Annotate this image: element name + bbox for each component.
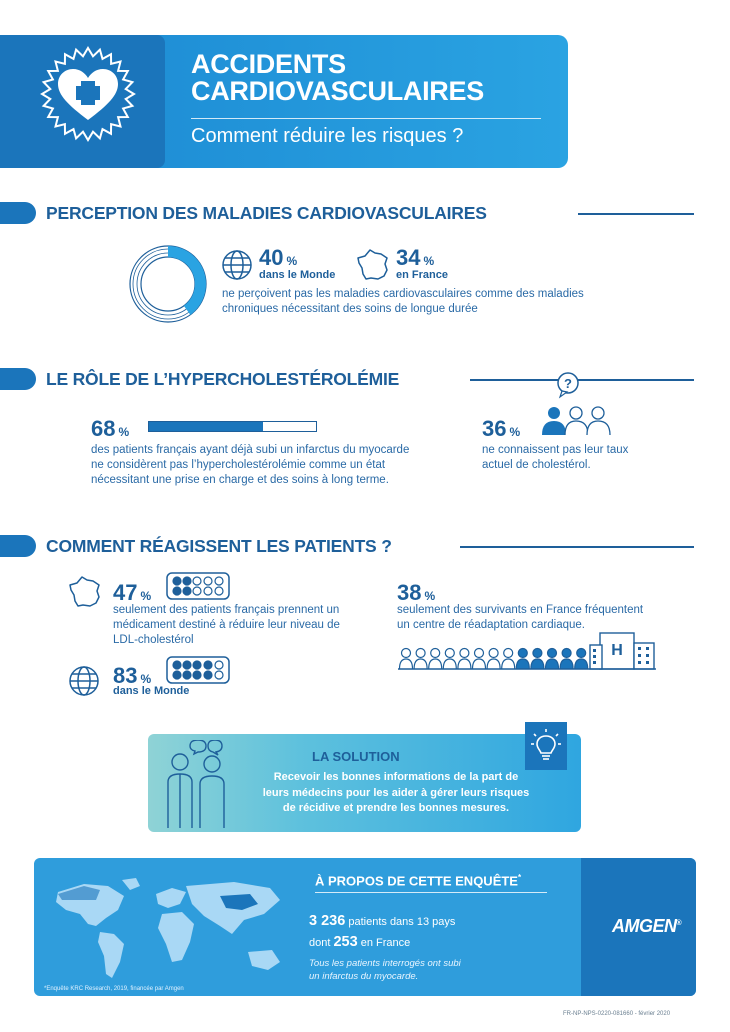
people-question-icon (538, 371, 614, 439)
person-body (473, 659, 486, 669)
stat-france-34 (396, 245, 434, 271)
text-line: ne considèrent pas l’hypercholestérolémie comme un état (91, 459, 386, 471)
stat-68 (91, 416, 129, 442)
stat-value: 83 (113, 663, 138, 688)
world-map-icon (44, 870, 299, 985)
person-body (546, 659, 559, 669)
section1-text (222, 287, 622, 317)
about-note (309, 957, 529, 983)
section-rule (460, 546, 694, 548)
people-row-hospital-icon (398, 627, 658, 671)
survey-footnote: *Enquête KRC Research, 2019, financée par Amgen (44, 986, 184, 992)
brand-mark: ® (676, 920, 682, 927)
brand-name: AMGEN (612, 916, 677, 936)
text-line: nécessitant une prise en charge et des soins à long terme. (91, 474, 389, 486)
stat-unit: % (424, 589, 436, 603)
brand-logo (612, 916, 681, 937)
heart-badge-icon (38, 42, 138, 142)
person-filled-icon (562, 649, 571, 658)
stat-value: 68 (91, 416, 116, 441)
section-tab (0, 535, 36, 557)
person-body (516, 659, 529, 669)
header-divider (191, 118, 541, 119)
person-outline-icon (460, 649, 469, 658)
person-body (400, 659, 413, 669)
stat-unit: % (140, 672, 152, 686)
stat-47-text (113, 603, 373, 648)
person-body (502, 659, 515, 669)
france-prefix: dont (309, 937, 331, 949)
about-title-mark: * (517, 873, 522, 882)
stat-value: 36 (482, 416, 507, 441)
france-map-icon (356, 248, 390, 282)
person-body (414, 659, 427, 669)
text-line: de récidive et prendre les bonnes mesures. (282, 802, 510, 814)
progress-fill (149, 422, 263, 431)
doctor-patient-icon (160, 740, 240, 830)
person-body (458, 659, 471, 669)
person-outline-icon (402, 649, 411, 658)
hospital-letter: H (611, 642, 623, 659)
stat-value: 40 (259, 245, 284, 270)
text-line: médicament destiné à réduire leur niveau de (113, 619, 340, 631)
about-title-text: À PROPOS DE CETTE ENQUÊTE (315, 873, 518, 889)
stat-value: 47 (113, 580, 138, 605)
globe-icon (221, 249, 253, 281)
person-body (429, 659, 442, 669)
pill-blister-icon (166, 656, 230, 684)
text-line: des patients français ayant déjà subi un infarctus du myocarde (91, 444, 410, 456)
stat-unit: % (140, 589, 152, 603)
person-outline-icon (489, 649, 498, 658)
stat-world-label: dans le Monde (259, 269, 336, 281)
section-rule (578, 213, 694, 215)
text-line: chroniques nécessitant des soins de longue durée (222, 303, 478, 315)
about-divider (315, 892, 547, 893)
stat-36-text (482, 443, 662, 473)
stat-83-label: dans le Monde (113, 685, 190, 697)
patients-text: patients dans 13 pays (348, 916, 456, 928)
section-title-reactions: COMMENT RÉAGISSENT LES PATIENTS ? (46, 536, 392, 556)
section-title-hypercholesterolemie: LE RÔLE DE L’HYPERCHOLESTÉROLÉMIE (46, 369, 400, 389)
stat-value: 34 (396, 245, 421, 270)
text-line: seulement des patients français prennent un (113, 604, 340, 616)
about-france (309, 934, 410, 950)
lightbulb-icon (530, 728, 562, 764)
progress-bar-68 (148, 421, 317, 432)
stat-68-text (91, 443, 441, 488)
patients-number: 3 236 (309, 913, 346, 929)
page-title (191, 51, 561, 105)
text-line: ne perçoivent pas les maladies cardiovasculaires comme des maladies (222, 288, 584, 300)
france-text: en France (360, 937, 411, 949)
person-body (531, 659, 544, 669)
stat-unit: % (423, 254, 435, 268)
person-outline-icon (475, 649, 484, 658)
person-outline-icon (416, 649, 425, 658)
person-outline-icon (445, 649, 454, 658)
person-filled-icon (533, 649, 542, 658)
stat-world-40 (259, 245, 297, 271)
person-body (443, 659, 456, 669)
page-subtitle: Comment réduire les risques ? (191, 125, 464, 147)
section-title-perception: PERCEPTION DES MALADIES CARDIOVASCULAIRES (46, 203, 487, 223)
stat-france-label: en France (396, 269, 448, 281)
solution-title: LA SOLUTION (312, 749, 400, 764)
person-body (487, 659, 500, 669)
text-line: leurs médecins pour les aider à gérer leurs risques (262, 786, 530, 799)
person-filled-icon (577, 649, 586, 658)
text-line: un infarctus du myocarde. (309, 971, 419, 982)
person-filled-icon (548, 649, 557, 658)
stat-unit: % (509, 425, 521, 439)
globe-icon (68, 665, 100, 697)
title-line-2: CARDIOVASCULAIRES (191, 76, 484, 106)
donut-chart (122, 238, 214, 330)
stat-unit: % (118, 425, 130, 439)
text-line: Tous les patients interrogés ont subi (309, 958, 461, 969)
solution-text (251, 770, 541, 817)
section-tab (0, 202, 36, 224)
france-number: 253 (333, 934, 358, 950)
title-line-1: ACCIDENTS (191, 49, 346, 79)
stat-36 (482, 416, 520, 442)
about-patients (309, 913, 455, 929)
person-filled-icon (518, 649, 527, 658)
stat-unit: % (286, 254, 298, 268)
person-outline-icon (431, 649, 440, 658)
section-tab (0, 368, 36, 390)
question-mark: ? (564, 376, 572, 391)
pill-blister-icon (166, 572, 230, 600)
text-line: seulement des survivants en France fréquentent (397, 604, 644, 616)
person-body (560, 659, 573, 669)
about-title (315, 873, 521, 888)
text-line: actuel de cholestérol. (482, 459, 591, 471)
text-line: ne connaissent pas leur taux (482, 444, 629, 456)
text-line: un centre de réadaptation cardiaque. (397, 619, 585, 631)
text-line: LDL-cholestérol (113, 634, 194, 646)
stat-value: 38 (397, 580, 422, 605)
france-map-icon (68, 575, 102, 609)
person-body (575, 659, 588, 669)
person-outline-icon (504, 649, 513, 658)
text-line: Recevoir les bonnes informations de la part de (273, 771, 519, 783)
document-reference: FR-NP-NPS-0220-081660 - février 2020 (563, 1011, 671, 1017)
